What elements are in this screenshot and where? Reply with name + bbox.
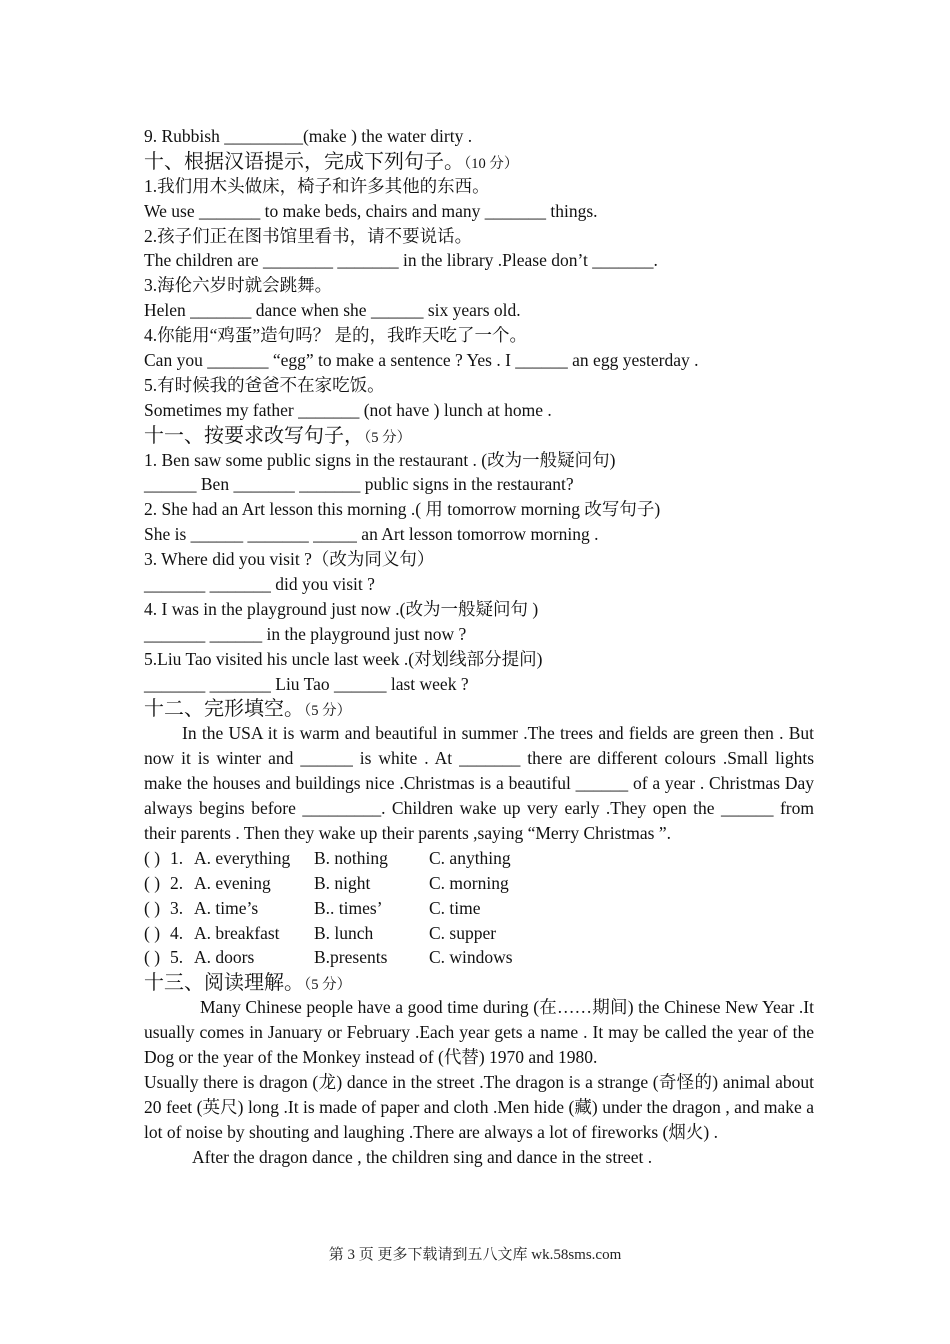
section-11-heading: 十一、按要求改写句子，: [144, 422, 364, 447]
s10-q3-chinese: 3.海伦六岁时就会跳舞。: [144, 275, 333, 296]
option-a: A. evening: [194, 872, 271, 893]
s10-q5-english: Sometimes my father _______ (not have ) lunch at home .: [144, 399, 552, 420]
answer-bracket: ( ): [144, 872, 161, 893]
option-number: 4.: [170, 922, 184, 943]
option-b: B.. times’: [314, 897, 383, 918]
option-b: B. nothing: [314, 847, 388, 868]
section-12-heading: 十二、完形填空。: [144, 696, 304, 721]
s10-q1-chinese: 1.我们用木头做床，椅子和许多其他的东西。: [144, 175, 490, 196]
reading-paragraph-1: Many Chinese people have a good time during (在……期间) the Chinese New Year .It usually comes in January or February .Each year gets a name . It may be called the year of the Dog or the year of the Monkey instead of (代替) 1970 and 1980.: [144, 997, 814, 1068]
s10-q4-chinese: 4.你能用“鸡蛋”造句吗？ 是的，我昨天吃了一个。: [144, 325, 528, 346]
option-a: A. everything: [194, 847, 291, 868]
s10-q1-english: We use _______ to make beds, chairs and many _______ things.: [144, 200, 598, 221]
section-10-heading: 十、根据汉语提示，完成下列句子。: [144, 148, 464, 173]
s11-q1-question: 1. Ben saw some public signs in the restaurant . (改为一般疑问句): [144, 449, 616, 470]
reading-paragraph-3: After the dragon dance , the children sing and dance in the street .: [192, 1146, 653, 1167]
question-9-rubbish: 9. Rubbish _________(make ) the water dirty .: [144, 126, 473, 146]
section-11-title: [144, 423, 814, 448]
option-b: B. night: [314, 872, 371, 893]
option-a: A. time’s: [194, 897, 259, 918]
s10-q3-english: Helen _______ dance when she ______ six years old.: [144, 300, 521, 321]
cloze-option-row-3: [144, 896, 814, 921]
option-b: B. lunch: [314, 922, 374, 943]
s11-q3-question: 3. Where did you visit ?（改为同义句）: [144, 549, 435, 570]
answer-bracket: ( ): [144, 947, 161, 968]
option-b: B.presents: [314, 947, 388, 968]
option-c: C. morning: [429, 872, 509, 893]
option-c: C. time: [429, 897, 481, 918]
section-12-title: [144, 696, 814, 721]
cloze-option-row-1: [144, 846, 814, 871]
s11-q4-answer: _______ ______ in the playground just now ?: [144, 623, 467, 644]
s10-q2-english: The children are ________ _______ in the library .Please don’t _______.: [144, 250, 658, 271]
s10-q4-english: Can you _______ “egg” to make a sentence ? Yes . I ______ an egg yesterday .: [144, 350, 699, 371]
section-12-score: （5 分）: [304, 703, 352, 720]
reading-paragraph-2: Usually there is dragon (龙) dance in the street .The dragon is a strange (奇怪的) animal about 20 feet (英尺) long .It is made of paper and cloth .Men hide (藏) under the dragon , and make a lot of noise by shouting and laughing .There are always a lot of fireworks (烟火) .: [144, 1071, 814, 1142]
option-c: C. supper: [429, 922, 497, 943]
answer-bracket: ( ): [144, 847, 161, 868]
option-a: A. breakfast: [194, 922, 280, 943]
answer-bracket: ( ): [144, 897, 161, 918]
s10-q2-chinese: 2.孩子们正在图书馆里看书，请不要说话。: [144, 225, 473, 246]
s11-q5-answer: _______ _______ Liu Tao ______ last week ?: [144, 673, 469, 694]
section-13-title: [144, 970, 814, 995]
s11-q3-answer: _______ _______ did you visit ?: [144, 574, 375, 595]
section-10-score: （10 分）: [464, 155, 519, 172]
cloze-option-row-2: [144, 871, 814, 896]
cloze-passage: In the USA it is warm and beautiful in summer .The trees and fields are green then . But now it is winter and ______ is white . At _______ there are different colours .Small lights make the houses and buildings nice .Christmas is a beautiful ______ of a year . Christmas Day always begins before _________. Children wake up very early .They open the ______ from their parents . Then they wake up their parents ,saying “Merry Christmas ”.: [144, 723, 814, 843]
option-number: 5.: [170, 947, 184, 968]
s11-q2-answer: She is ______ _______ _____ an Art lesson tomorrow morning .: [144, 524, 599, 545]
page-footer: 第 3 页 更多下载请到五八文库 wk.58sms.com: [328, 1247, 622, 1263]
option-number: 3.: [170, 897, 184, 918]
option-a: A. doors: [194, 947, 255, 968]
section-13-score: （5 分）: [304, 977, 352, 994]
cloze-option-row-5: [144, 945, 814, 970]
section-11-score: （5 分）: [364, 429, 412, 446]
answer-bracket: ( ): [144, 922, 161, 943]
s10-q5-chinese: 5.有时候我的爸爸不在家吃饭。: [144, 374, 385, 395]
exam-page: [144, 124, 814, 1170]
cloze-option-row-4: [144, 921, 814, 946]
option-c: C. windows: [429, 947, 513, 968]
s11-q5-question: 5.Liu Tao visited his uncle last week .(对划线部分提问): [144, 648, 543, 669]
s11-q4-question: 4. I was in the playground just now .(改为一般疑问句 ): [144, 598, 539, 619]
option-number: 1.: [170, 847, 184, 868]
s11-q1-answer: ______ Ben _______ _______ public signs in the restaurant?: [144, 474, 574, 495]
option-number: 2.: [170, 872, 184, 893]
s11-q2-question: 2. She had an Art lesson this morning .( 用 tomorrow morning 改写句子): [144, 499, 661, 520]
option-c: C. anything: [429, 847, 511, 868]
section-13-heading: 十三、阅读理解。: [144, 970, 304, 995]
section-10-title: [144, 149, 814, 174]
